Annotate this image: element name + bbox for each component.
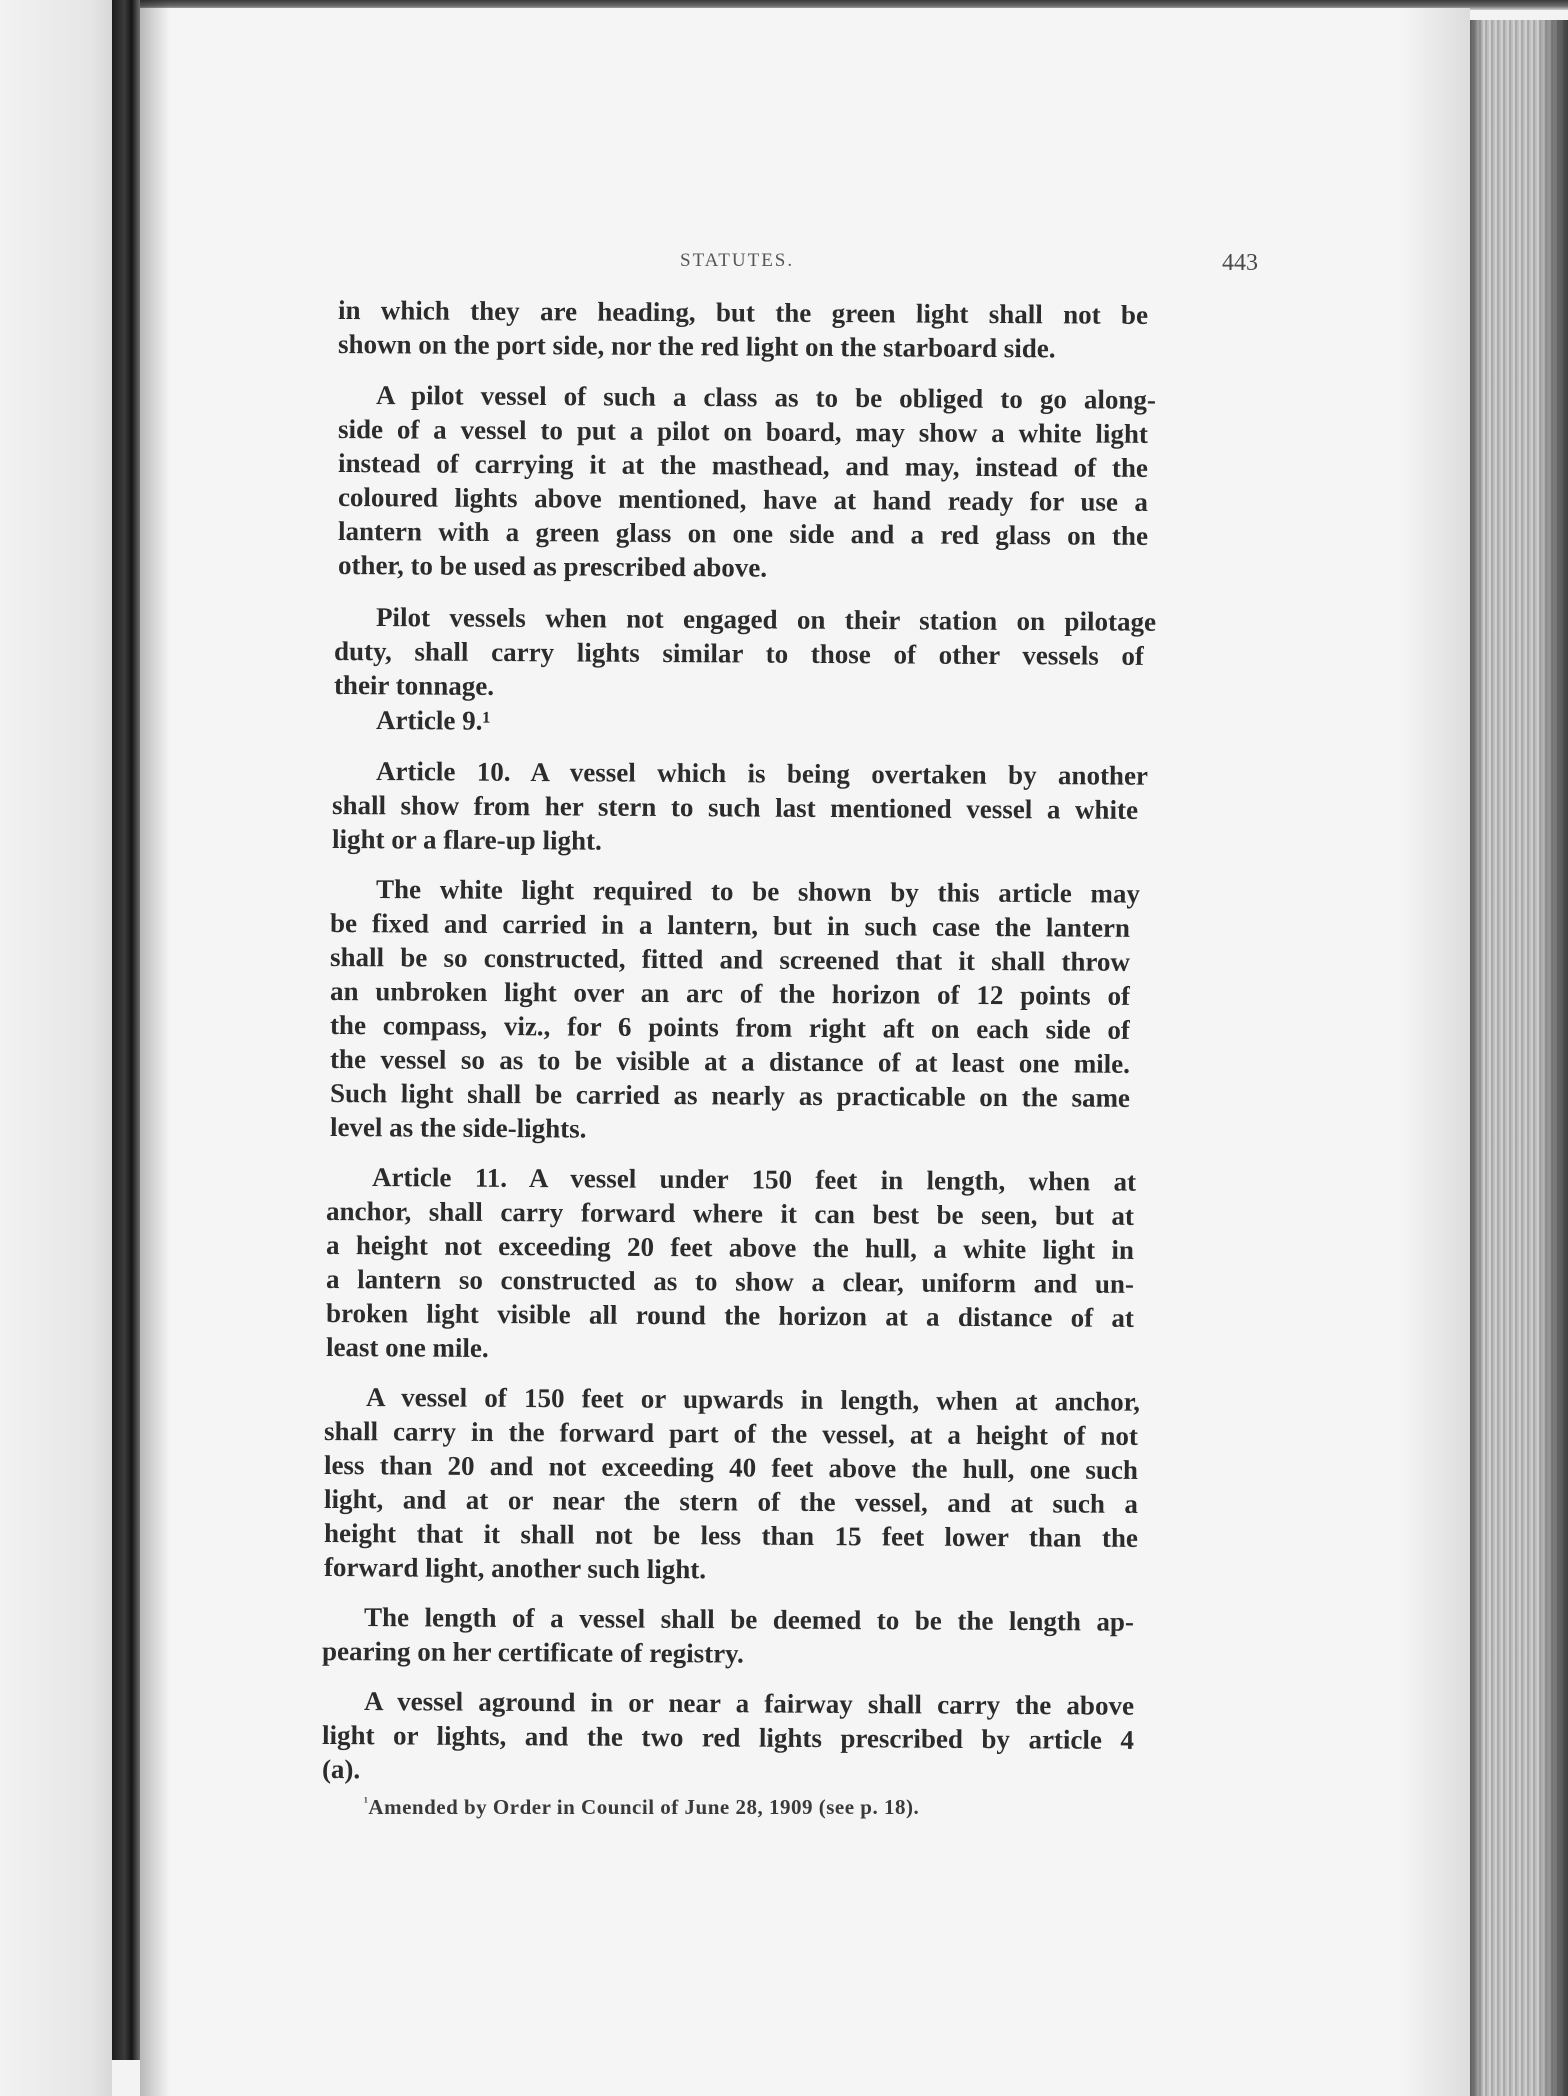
text-line: less than 20 and not exceeding 40 feet above the hull, one such	[323, 1450, 1139, 1485]
text-line: level as the side-lights.	[329, 1112, 587, 1144]
text-line: Article 10. A vessel which is being overtaken by another	[375, 756, 1149, 791]
text-line: light or a flare-up light.	[331, 824, 602, 856]
text-line: duty, shall carry lights similar to those of other vessels of	[333, 636, 1145, 671]
running-head: STATUTES.	[680, 250, 795, 271]
text-line: (a).	[321, 1754, 361, 1785]
text-line: a height not exceeding 20 feet above the hull, a white light in	[325, 1230, 1135, 1265]
text-line: The white light required to be shown by this article may	[375, 874, 1141, 909]
footnote-text: Amended by Order in Council of June 28, 1909 (see p. 18).	[368, 1795, 920, 1819]
text-line: the compass, viz., for 6 points from right aft on each side of	[329, 1010, 1131, 1045]
text-line: forward light, another such light.	[323, 1552, 707, 1585]
text-line: side of a vessel to put a pilot on board, may show a white light	[337, 414, 1149, 449]
text-line: Article 11. A vessel under 150 feet in length, when at	[371, 1162, 1137, 1197]
text-line: Article 9.¹	[375, 705, 491, 736]
text-line: light or lights, and the two red lights prescribed by article 4	[321, 1720, 1135, 1755]
text-line: pearing on her certificate of registry.	[321, 1636, 744, 1669]
text-line: A pilot vessel of such a class as to be obliged to go along-	[375, 380, 1157, 415]
text-line: shall carry in the forward part of the vessel, at a height of not	[323, 1416, 1139, 1451]
text-line: light, and at or near the stern of the vessel, and at such a	[323, 1484, 1139, 1519]
text-line: anchor, shall carry forward where it can best be seen, but at	[325, 1196, 1135, 1231]
text-line: shown on the port side, nor the red light on the starboard side.	[337, 329, 1056, 364]
text-line: shall be so constructed, fitted and screened that it shall throw	[329, 942, 1131, 977]
text-line: broken light visible all round the horizon at a distance of at	[325, 1298, 1135, 1333]
text-line: The length of a vessel shall be deemed to be the length ap-	[363, 1602, 1135, 1637]
text-line: instead of carrying it at the masthead, and may, instead of the	[337, 448, 1149, 483]
text-line: an unbroken light over an arc of the horizon of 12 points of	[329, 976, 1131, 1011]
text-line: in which they are heading, but the green light shall not be	[337, 295, 1149, 330]
text-line: Pilot vessels when not engaged on their station on pilotage	[375, 602, 1157, 637]
text-line: height that it shall not be less than 15 feet lower than the	[323, 1518, 1139, 1553]
text-line: lantern with a green glass on one side and a red glass on the	[337, 516, 1149, 551]
text-line: least one mile.	[325, 1332, 489, 1363]
text-line: A vessel aground in or near a fairway shall carry the above	[363, 1686, 1135, 1721]
text-line: Such light shall be carried as nearly as practicable on the same	[329, 1078, 1131, 1113]
text-line: be fixed and carried in a lantern, but in such case the lantern	[329, 908, 1131, 943]
text-line: their tonnage.	[333, 670, 495, 701]
text-line: other, to be used as prescribed above.	[337, 550, 768, 583]
text-line: a lantern so constructed as to show a clear, uniform and un-	[325, 1264, 1135, 1299]
footnote-marker: ¹	[364, 1794, 369, 1809]
text-line: A vessel of 150 feet or upwards in length, when at anchor,	[365, 1382, 1141, 1417]
page-number: 443	[1222, 250, 1258, 276]
text-line: coloured lights above mentioned, have at hand ready for use a	[337, 482, 1149, 517]
footnote	[364, 1794, 919, 1820]
text-line: the vessel so as to be visible at a distance of at least one mile.	[329, 1044, 1131, 1079]
text-line: shall show from her stern to such last mentioned vessel a white	[331, 790, 1139, 825]
